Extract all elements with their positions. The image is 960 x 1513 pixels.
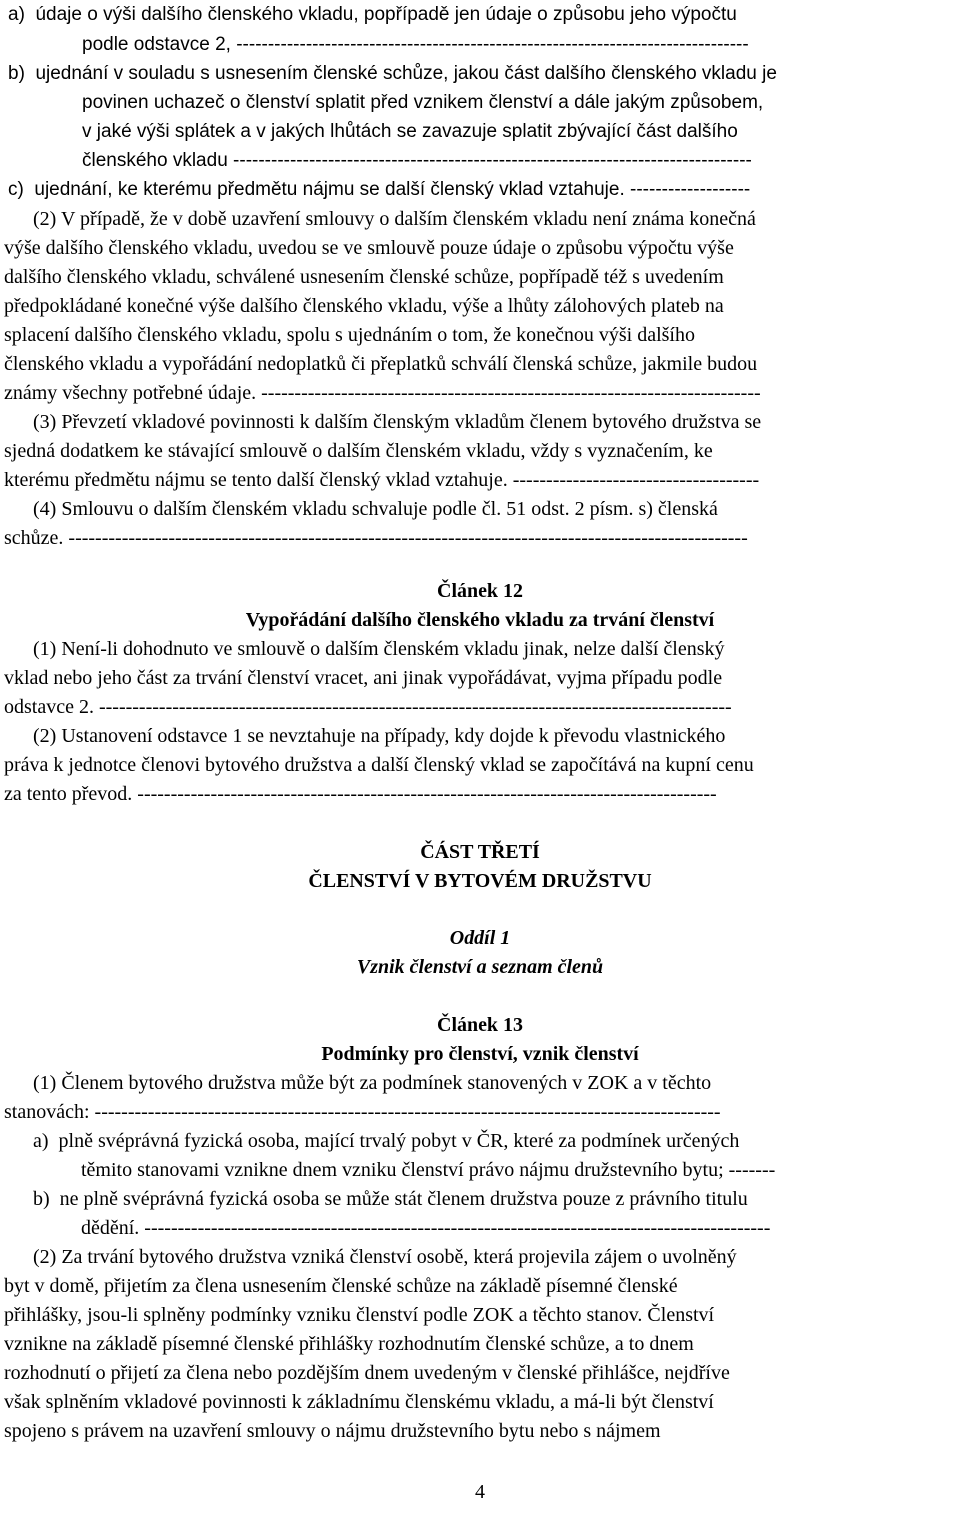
article-13-paragraph-2-line-4: vznikne na základě písemné členské přihlášky rozhodnutím členské schůze, a to dnem bbox=[4, 1333, 694, 1355]
article-13-heading: Článek 13 bbox=[437, 1014, 523, 1036]
article-13-paragraph-2-line-2: byt v domě, přijetím za člena usnesením členské schůze na základě písemné členské bbox=[4, 1275, 678, 1297]
list-item-b-line-2: povinen uchazeč o členství splatit před vznikem členství a dále jakým způsobem, bbox=[82, 92, 764, 113]
article-12-paragraph-1-line-3: odstavce 2. ----------------------------------------------------------------------------------------------- bbox=[4, 696, 732, 718]
section-1-title: Vznik členství a seznam členů bbox=[356, 956, 604, 978]
article-13-item-a-line-2: těmito stanovami vznikne dnem vzniku členství právo nájmu družstevního bytu; ------- bbox=[81, 1159, 776, 1181]
article-13-paragraph-2-line-6: však splněním vkladové povinnosti k základnímu členskému vkladu, a má-li být členství bbox=[4, 1391, 714, 1413]
list-item-a-line-2: podle odstavce 2, --------------------------------------------------------------------------------- bbox=[82, 34, 749, 55]
paragraph-3-line-3: kterému předmětu nájmu se tento další členský vklad vztahuje. ------------------------------------- bbox=[4, 469, 760, 491]
article-12-heading: Článek 12 bbox=[437, 580, 523, 602]
article-13-paragraph-1-line-1: (1) Členem bytového družstva může být za podmínek stanovených v ZOK a v těchto bbox=[33, 1072, 712, 1094]
paragraph-3-line-1: (3) Převzetí vkladové povinnosti k dalším členským vkladům členem bytového družstva se bbox=[33, 411, 762, 433]
article-13-paragraph-2-line-3: přihlášky, jsou-li splněny podmínky vzniku členství podle ZOK a těchto stanov. Členství bbox=[4, 1304, 715, 1326]
paragraph-2-line-2: výše dalšího členského vkladu, uvedou se ve smlouvě pouze údaje o způsobu výpočtu výše bbox=[4, 237, 734, 259]
list-item-b-line-1: b) ujednání v souladu s usnesením členské schůze, jakou část dalšího členského vkladu je bbox=[8, 63, 777, 84]
paragraph-2-line-7: známy všechny potřebné údaje. --------------------------------------------------------------------------- bbox=[4, 382, 761, 404]
paragraph-2-line-5: splacení dalšího členského vkladu, spolu s ujednáním o tom, že konečnou výši dalšího bbox=[4, 324, 695, 346]
list-item-b-line-3: v jaké výši splátek a v jakých lhůtách se zavazuje splatit zbývající část dalšího bbox=[82, 121, 738, 142]
part-three-title: ČLENSTVÍ V BYTOVÉM DRUŽSTVU bbox=[308, 870, 652, 892]
page-number: 4 bbox=[475, 1481, 485, 1503]
list-item-c-line-1: c) ujednání, ke kterému předmětu nájmu se další členský vklad vztahuje. ------------------- bbox=[8, 179, 751, 200]
article-12-paragraph-1-line-1: (1) Není-li dohodnuto ve smlouvě o dalším členském vkladu jinak, nelze další členský bbox=[33, 638, 725, 660]
article-12-paragraph-1-line-2: vklad nebo jeho část za trvání členství vracet, ani jinak vypořádávat, vyjma případu podle bbox=[4, 667, 723, 689]
section-1-heading: Oddíl 1 bbox=[449, 927, 511, 949]
paragraph-4-line-1: (4) Smlouvu o dalším členském vkladu schvaluje podle čl. 51 odst. 2 písm. s) členská bbox=[33, 498, 718, 520]
article-13-paragraph-2-line-1: (2) Za trvání bytového družstva vzniká členství osobě, která projevila zájem o uvolněný bbox=[33, 1246, 737, 1268]
part-three-heading: ČÁST TŘETÍ bbox=[420, 841, 540, 863]
list-item-b-line-4: členského vkladu ---------------------------------------------------------------------------------- bbox=[82, 150, 752, 171]
article-13-paragraph-2-line-7: spojeno s právem na uzavření smlouvy o nájmu družstevního bytu nebo s nájmem bbox=[4, 1420, 661, 1442]
list-item-a-line-1: a) údaje o výši dalšího členského vkladu, popřípadě jen údaje o způsobu jeho výpočtu bbox=[8, 4, 737, 25]
paragraph-3-line-2: sjedná dodatkem ke stávající smlouvě o dalším členském vkladu, vždy s vyznačením, ke bbox=[4, 440, 713, 462]
paragraph-4-line-2: schůze. ------------------------------------------------------------------------------------------------------ bbox=[4, 527, 748, 549]
article-12-paragraph-2-line-1: (2) Ustanovení odstavce 1 se nevztahuje na případy, kdy dojde k převodu vlastnického bbox=[33, 725, 726, 747]
article-12-paragraph-2-line-2: práva k jednotce členovi bytového družstva a další členský vklad se započítává na kupní cenu bbox=[4, 754, 754, 776]
paragraph-2-line-4: předpokládané konečné výše dalšího členského vkladu, výše a lhůty zálohových plateb na bbox=[4, 295, 724, 317]
paragraph-2-line-3: dalšího členského vkladu, schválené usnesením členské schůze, popřípadě též s uvedením bbox=[4, 266, 724, 288]
article-13-item-a-line-1: a) plně svéprávná fyzická osoba, mající trvalý pobyt v ČR, které za podmínek určených bbox=[33, 1130, 740, 1152]
article-13-item-b-line-1: b) ne plně svéprávná fyzická osoba se může stát členem družstva pouze z právního titulu bbox=[33, 1188, 748, 1210]
article-12-title: Vypořádání dalšího členského vkladu za trvání členství bbox=[245, 609, 715, 631]
paragraph-2-line-1: (2) V případě, že v době uzavření smlouvy o dalším členském vkladu není známa konečná bbox=[33, 208, 756, 230]
article-13-title: Podmínky pro členství, vznik členství bbox=[321, 1043, 639, 1065]
article-13-item-b-line-2: dědění. ---------------------------------------------------------------------------------------------- bbox=[81, 1217, 771, 1239]
article-13-paragraph-2-line-5: rozhodnutí o přijetí za člena nebo pozdějším dnem uvedeným v členské přihlášce, nejdříve bbox=[4, 1362, 730, 1384]
article-12-paragraph-2-line-3: za tento převod. --------------------------------------------------------------------------------------- bbox=[4, 783, 717, 805]
article-13-paragraph-1-line-2: stanovách: ---------------------------------------------------------------------------------------------- bbox=[4, 1101, 721, 1123]
paragraph-2-line-6: členského vkladu a vypořádání nedoplatků či přeplatků schválí členská schůze, jakmile budou bbox=[4, 353, 758, 375]
